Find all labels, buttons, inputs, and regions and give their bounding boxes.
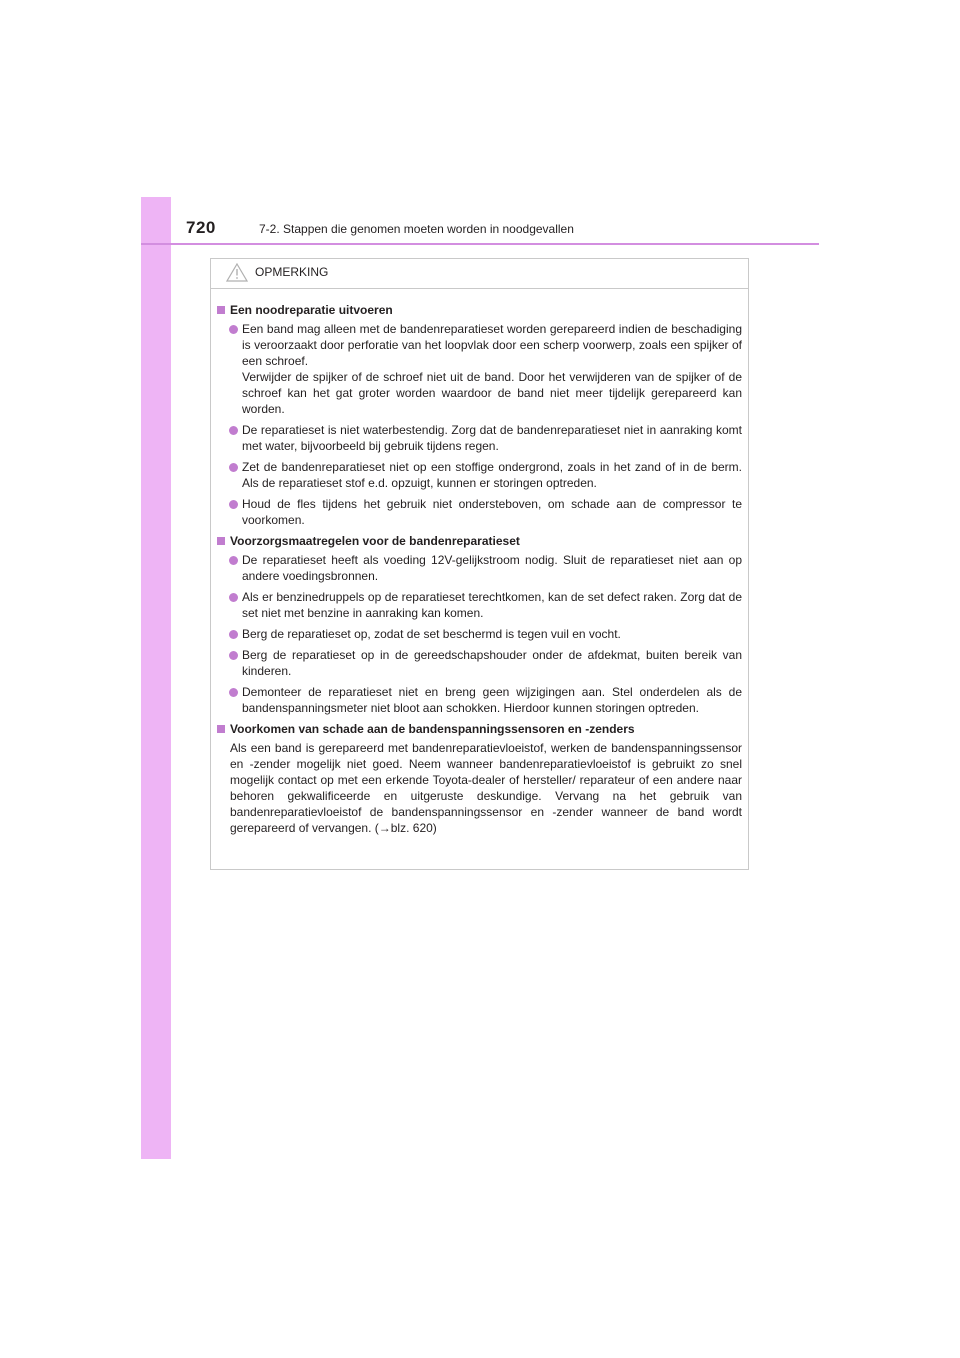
notice-header <box>211 259 748 289</box>
round-bullet-icon <box>229 651 238 660</box>
bullet-item <box>217 684 742 716</box>
section-heading <box>217 302 742 318</box>
section-body-text: Als een band is gerepareerd met bandenreparatievloeistof, werken de bandenspanningssensor en -zender mogelijk niet goed. Neem wanneer bandenreparatievloeistof is gebruikt zo snel mogelijk contact op met een erkende Toyota-dealer of hersteller/ reparateur of een andere naar behoren gekwalificeerde en uitgeruste deskundige. Vervang na het gebruik van bandenreparatievloeistof de bandenspanningssensor en -zender wanneer de band wordt gerepareerd of vervangen. (→blz. 620) <box>230 741 742 835</box>
round-bullet-icon <box>229 593 238 602</box>
notice-content <box>211 289 748 836</box>
section-heading <box>217 721 742 737</box>
warning-triangle-icon <box>226 263 248 282</box>
bullet-text: Demonteer de reparatieset niet en breng geen wijzigingen aan. Stel onderdelen als de bandenspanningsmeter niet bloot aan schokken. Hierdoor kunnen storingen optreden. <box>242 685 742 715</box>
bullet-item <box>217 321 742 417</box>
bullet-text: De reparatieset is niet waterbestendig. Zorg dat de bandenreparatieset niet in aanraking komt met water, bijvoorbeeld bij gebruik tijdens regen. <box>242 423 742 453</box>
round-bullet-icon <box>229 556 238 565</box>
notice-label: OPMERKING <box>255 265 329 279</box>
bullet-text: Berg de reparatieset op in de gereedschapshouder onder de afdekmat, buiten bereik van kinderen. <box>242 648 742 678</box>
notice-box <box>210 258 749 870</box>
chapter-side-tab <box>141 197 171 1159</box>
bullet-text: Berg de reparatieset op, zodat de set beschermd is tegen vuil en vocht. <box>242 627 621 641</box>
bullet-text: Een band mag alleen met de bandenreparatieset worden gerepareerd indien de beschadiging is veroorzaakt door perforatie van het loopvlak door een scherp voorwerp, zoals een spijker of een schroef. <box>242 322 742 368</box>
section-heading <box>217 533 742 549</box>
bullet-text: Zet de bandenreparatieset niet op een stoffige ondergrond, zoals in het zand of in de berm. Als de reparatieset stof e.d. opzuigt, kunnen er storingen optreden. <box>242 460 742 490</box>
section-title: 7-2. Stappen die genomen moeten worden in noodgevallen <box>259 222 574 236</box>
page-number: 720 <box>186 218 216 237</box>
bullet-text: Verwijder de spijker of de schroef niet uit de band. Door het verwijderen van de spijker of de schroef kan het gat groter worden waardoor de band niet meer tijdelijk gerepareerd kan worden. <box>242 370 742 416</box>
square-bullet-icon <box>217 537 225 545</box>
section-heading-text: Voorzorgsmaatregelen voor de bandenreparatieset <box>230 534 520 548</box>
bullet-item <box>217 552 742 584</box>
bullet-text: De reparatieset heeft als voeding 12V-gelijkstroom nodig. Sluit de reparatieset niet aan op andere voedingsbronnen. <box>242 553 742 583</box>
bullet-item <box>217 422 742 454</box>
round-bullet-icon <box>229 325 238 334</box>
bullet-text: Houd de fles tijdens het gebruik niet ondersteboven, om schade aan de compressor te voorkomen. <box>242 497 742 527</box>
round-bullet-icon <box>229 500 238 509</box>
header-divider <box>141 243 819 245</box>
square-bullet-icon <box>217 725 225 733</box>
round-bullet-icon <box>229 688 238 697</box>
bullet-item <box>217 459 742 491</box>
bullet-item <box>217 589 742 621</box>
bullet-item <box>217 626 742 642</box>
bullet-text: Als er benzinedruppels op de reparatieset terechtkomen, kan de set defect raken. Zorg dat de set niet met benzine in aanraking kan komen. <box>242 590 742 620</box>
round-bullet-icon <box>229 426 238 435</box>
section-heading-text: Voorkomen van schade aan de bandenspanningssensoren en -zenders <box>230 722 635 736</box>
square-bullet-icon <box>217 306 225 314</box>
round-bullet-icon <box>229 630 238 639</box>
round-bullet-icon <box>229 463 238 472</box>
bullet-item <box>217 647 742 679</box>
section-heading-text: Een noodreparatie uitvoeren <box>230 303 393 317</box>
bullet-item <box>217 496 742 528</box>
